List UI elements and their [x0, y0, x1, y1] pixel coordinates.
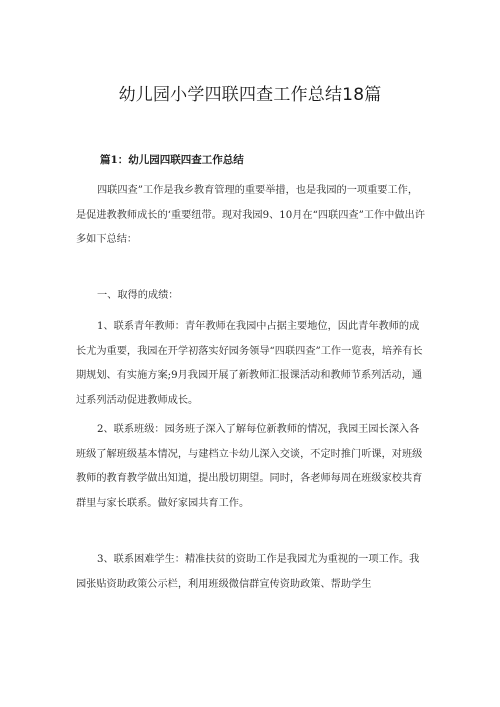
paragraph-intro: 四联四查”工作是我乡教育管理的重要举措，也是我园的一项重要工作，是促进教教师成长的‘重要纽带。现对我园9、10月在“四联四查”工作中做出许多如下总结： — [76, 185, 425, 245]
section-heading: 篇1：幼儿园四联四查工作总结 — [100, 154, 244, 166]
document-title: 幼儿园小学四联四查工作总结18篇 — [118, 85, 382, 105]
paragraph-needy-students: 3、联系困难学生：精准扶贫的资助工作是我园尤为重视的一项工作。我园张贴资助政策公示栏，利用班级微信群宣传资助政策、帮助学生 — [76, 554, 420, 590]
paragraph-achievements-heading: 一、取得的成绩： — [97, 290, 179, 301]
paragraph-class-contact: 2、联系班级：园务班子深入了解每位新教师的情况，我园王园长深入各班级了解班级基本情况，与建档立卡幼儿深入交谈，不定时推门听课，对班级教师的教育教学做出知道，提出殷切期望。同时，各老师每周在班级家校共育群里与家长联系。做好家园共育工作。 — [76, 424, 423, 509]
paragraph-young-teachers: 1、联系青年教师：青年教师在我园中占据主要地位，因此青年教师的成长尤为重要，我园在开学初落实好园务领导“四联四查”工作一览表，培养有长期规划、有实施方案;9月我园开展了新教师汇报课活动和教师节系列活动，通过系列活动促进教师成长。 — [76, 321, 423, 406]
